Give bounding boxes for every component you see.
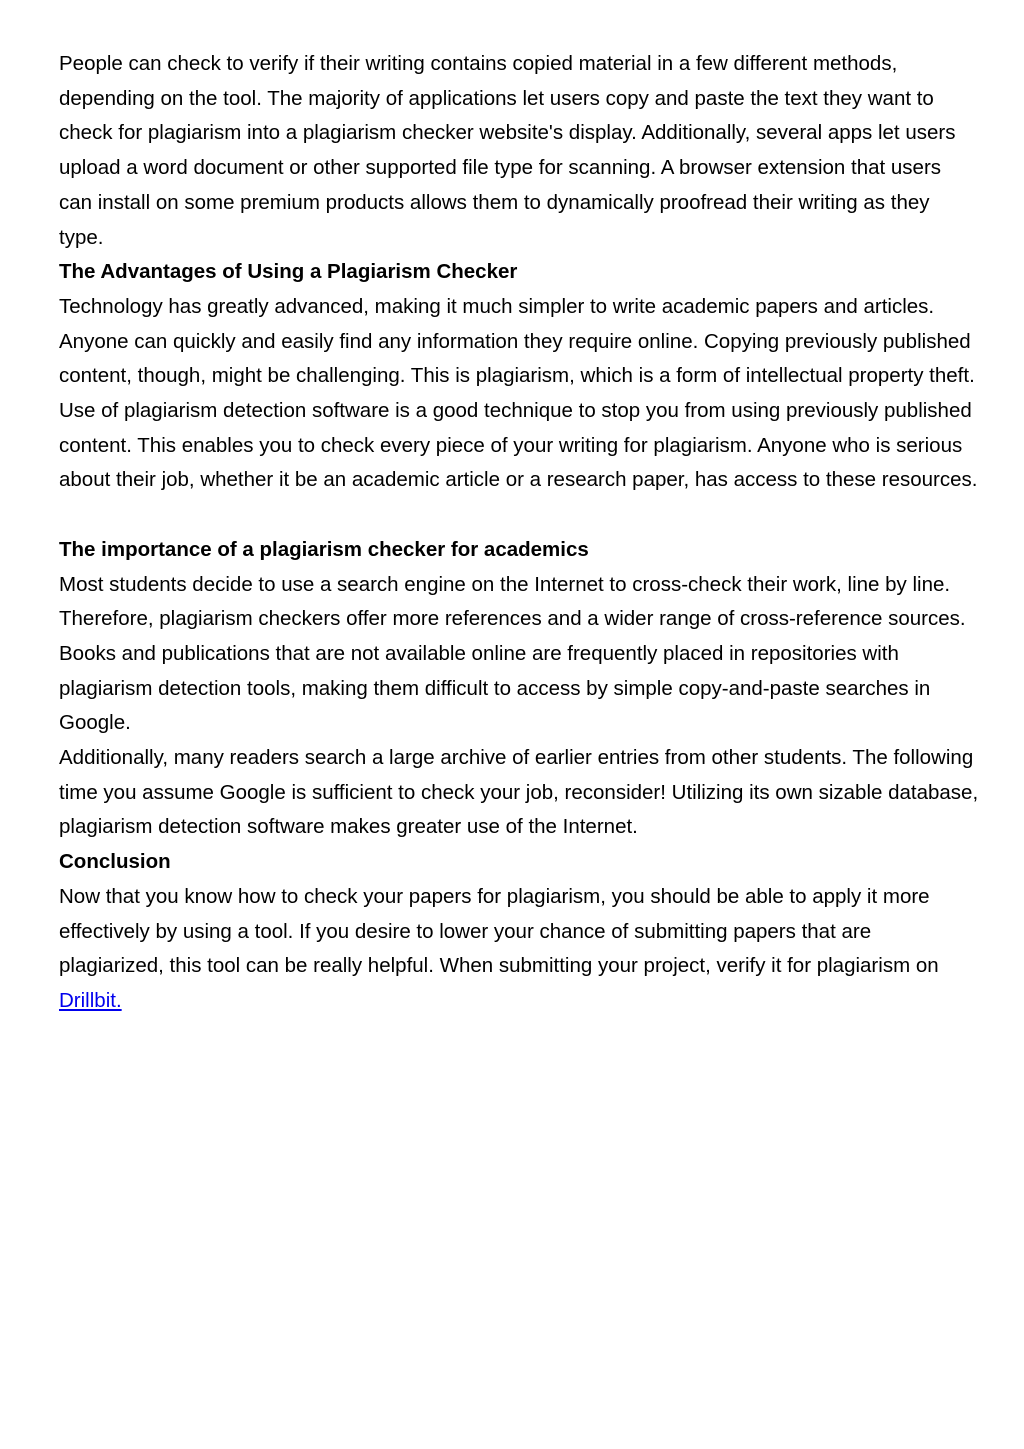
- conclusion-paragraph: [59, 880, 979, 1019]
- advantages-paragraph-1: Technology has greatly advanced, making it much simpler to write academic papers and articles. Anyone can quickly and easily find any information they require online. Copying previously published content, though, might be challenging. This is plagiarism, which is a form of intellectual property theft.: [59, 294, 975, 388]
- academics-paragraph-2: Additionally, many readers search a large archive of earlier entries from other students. The following time you assume Google is sufficient to check your job, reconsider! Utilizing its own sizable database, plagiarism detection software makes greater use of the Internet.: [59, 746, 979, 839]
- drillbit-link[interactable]: Drillbit.: [59, 988, 122, 1012]
- advantages-paragraph-2: Use of plagiarism detection software is a good technique to stop you from using previously published content. This enables you to check every piece of your writing for plagiarism. Anyone who is serious about their job, whether it be an academic article or a research paper, has access to these resources.: [59, 399, 978, 492]
- document-body: [59, 47, 979, 1019]
- conclusion-heading: Conclusion: [59, 850, 171, 874]
- academics-heading: The importance of a plagiarism checker for academics: [59, 537, 589, 561]
- conclusion-text: Now that you know how to check your papers for plagiarism, you should be able to apply it more effectively by using a tool. If you desire to lower your chance of submitting papers that are plagiarized, this tool can be really helpful. When submitting your project, verify it for plagiarism on: [59, 884, 939, 978]
- academics-paragraph-1: Most students decide to use a search engine on the Internet to cross-check their work, line by line. Therefore, plagiarism checkers offer more references and a wider range of cross-reference sources. Books and publications that are not available online are frequently placed in repositories with plagiarism detection tools, making them difficult to access by simple copy-and-paste searches in Google.: [59, 572, 966, 735]
- blank-line: [59, 498, 979, 533]
- advantages-heading: The Advantages of Using a Plagiarism Checker: [59, 260, 518, 284]
- intro-paragraph: People can check to verify if their writing contains copied material in a few different methods, depending on the tool. The majority of applications let users copy and paste the text they want to check for plagiarism into a plagiarism checker website's display. Additionally, several apps let users upload a word document or other supported file type for scanning. A browser extension that users can install on some premium products allows them to dynamically proofread their writing as they type.: [59, 52, 956, 249]
